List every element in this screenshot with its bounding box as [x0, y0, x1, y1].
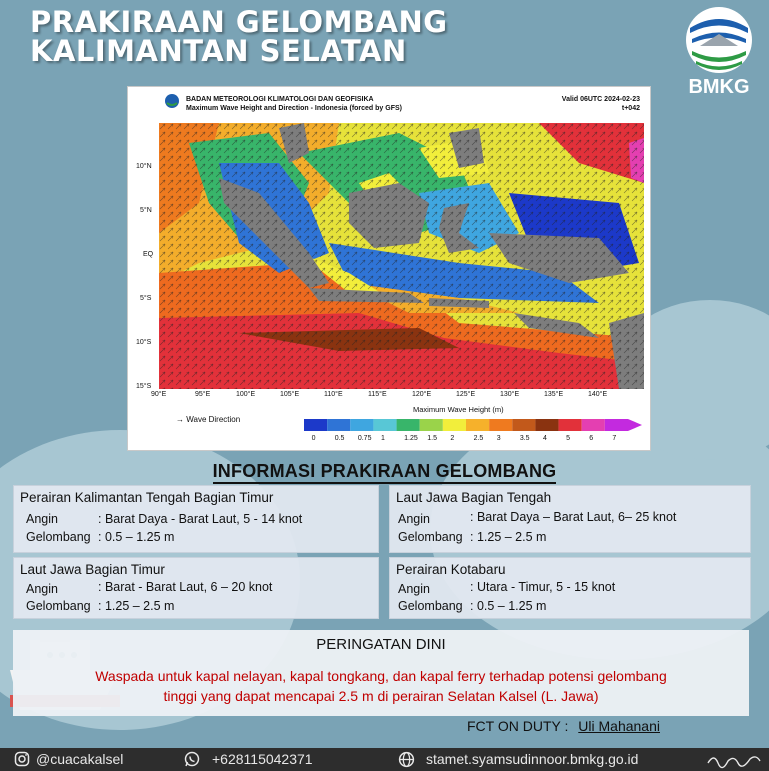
lon-tick: 90°E [151, 391, 167, 398]
colorbar-label: 0.75 [357, 435, 372, 442]
map-valid-time [562, 95, 640, 113]
angin-value: : Barat - Barat Laut, 6 – 20 knot [98, 580, 273, 594]
colorbar-label: 6 [589, 435, 594, 442]
gelombang-label: Gelombang [398, 530, 463, 544]
gelombang-value: : 1.25 – 2.5 m [470, 530, 547, 544]
map-subtitle: Maximum Wave Height and Direction - Indonesia (forced by GFS) [186, 105, 402, 112]
lat-tick: 15°S [136, 383, 152, 390]
wave-direction-legend [176, 415, 240, 424]
map-lead-label: t+042 [621, 105, 640, 112]
colorbar-label: 2 [450, 435, 455, 442]
early-warning-panel [13, 630, 749, 716]
footer-bar [0, 748, 769, 771]
colorbar-segment [420, 419, 443, 431]
lon-tick: 120°E [412, 391, 432, 398]
bmkg-logo-icon [680, 6, 758, 76]
colorbar-segment [559, 419, 582, 431]
colorbar-segment [327, 419, 350, 431]
colorbar-label: 0 [311, 435, 316, 442]
wave-height-map [159, 123, 644, 389]
angin-value: : Barat Daya - Barat Laut, 5 - 14 knot [98, 512, 303, 526]
colorbar-title: Maximum Wave Height (m) [413, 405, 504, 414]
angin-label: Angin [26, 512, 58, 526]
colorbar-segment [304, 419, 327, 431]
whatsapp-number[interactable]: +628115042371 [212, 751, 313, 767]
region-card [389, 557, 751, 619]
gelombang-value: : 0.5 – 1.25 m [470, 599, 547, 613]
colorbar-segment [350, 419, 373, 431]
region-name: Laut Jawa Bagian Tengah [396, 490, 552, 505]
forecaster-on-duty [467, 718, 660, 734]
colorbar-label: 7 [612, 435, 617, 442]
title-line-2: KALIMANTAN SELATAN [30, 34, 407, 68]
region-card [389, 485, 751, 553]
colorbar-label: 5 [566, 435, 571, 442]
region-name: Laut Jawa Bagian Timur [20, 562, 165, 577]
gelombang-label: Gelombang [398, 599, 463, 613]
instagram-handle[interactable]: @cuacakalsel [36, 751, 124, 767]
lat-tick: 10°S [136, 339, 152, 346]
lon-tick: 135°E [544, 391, 564, 398]
lon-tick: 125°E [456, 391, 476, 398]
colorbar-label: 3.5 [519, 435, 530, 442]
fct-label: FCT ON DUTY : [467, 718, 569, 734]
colorbar-extend [628, 419, 642, 431]
lat-tick: 10°N [136, 163, 152, 170]
colorbar-label: 1 [381, 435, 385, 442]
region-name: Perairan Kotabaru [396, 562, 506, 577]
lon-tick: 140°E [588, 391, 608, 398]
colorbar [304, 419, 642, 431]
info-section-title: INFORMASI PRAKIRAAN GELOMBANG [0, 461, 769, 482]
arrow-icon: → [176, 415, 187, 424]
angin-label: Angin [398, 512, 430, 526]
page-title [30, 5, 448, 68]
map-header [186, 95, 402, 113]
colorbar-segment [512, 419, 535, 431]
region-card [13, 557, 379, 619]
lat-tick: 5°N [140, 207, 152, 214]
gelombang-value: : 1.25 – 2.5 m [98, 599, 175, 613]
colorbar-segment [582, 419, 605, 431]
colorbar-label: 3 [496, 435, 501, 442]
early-warning-title: PERINGATAN DINI [316, 636, 446, 653]
colorbar-label: 2.5 [473, 435, 484, 442]
lat-tick: EQ [143, 251, 154, 258]
colorbar-segment [605, 419, 628, 431]
wave-map-panel [127, 86, 651, 451]
title-line-1: PRAKIRAAN GELOMBANG [30, 5, 448, 39]
colorbar-segment [397, 419, 420, 431]
lon-tick: 100°E [236, 391, 256, 398]
early-warning-line-1: Waspada untuk kapal nelayan, kapal tongkang, dan kapal ferry terhadap potensi gelombang [95, 668, 667, 684]
gelombang-label: Gelombang [26, 599, 91, 613]
map-bmkg-icon [164, 93, 180, 109]
region-card [13, 485, 379, 553]
colorbar-label: 1.5 [427, 435, 438, 442]
lon-tick: 105°E [280, 391, 300, 398]
lon-tick: 115°E [368, 391, 387, 398]
colorbar-segment [466, 419, 489, 431]
angin-label: Angin [398, 582, 430, 596]
angin-value: : Utara - Timur, 5 - 15 knot [470, 580, 616, 594]
fct-name: Uli Mahanani [578, 718, 660, 734]
lon-tick: 95°E [195, 391, 211, 398]
colorbar-segment [373, 419, 396, 431]
bmkg-logo-text: BMKG [688, 76, 750, 98]
signature-mark [706, 751, 762, 769]
angin-value: : Barat Daya – Barat Laut, 6– 25 knot [470, 510, 677, 524]
map-agency: BADAN METEOROLOGI KLIMATOLOGI DAN GEOFISIKA [186, 96, 374, 103]
early-warning-line-2: tinggi yang dapat mencapai 2.5 m di perairan Selatan Kalsel (L. Jawa) [163, 688, 599, 704]
colorbar-segment [489, 419, 512, 431]
colorbar-label: 1.25 [404, 435, 418, 442]
map-valid-label: Valid 06UTC 2024-02-23 [561, 96, 640, 103]
wave-direction-label: Wave Direction [186, 415, 241, 424]
gelombang-label: Gelombang [26, 530, 91, 544]
lat-tick: 5°S [140, 295, 152, 302]
region-name: Perairan Kalimantan Tengah Bagian Timur [20, 490, 274, 505]
whatsapp-icon[interactable] [184, 751, 200, 767]
colorbar-label: 4 [543, 435, 547, 442]
lon-tick: 110°E [324, 391, 343, 398]
colorbar-segment [535, 419, 558, 431]
angin-label: Angin [26, 582, 58, 596]
lon-tick: 130°E [500, 391, 520, 398]
colorbar-label: 0.5 [334, 435, 345, 442]
colorbar-segment [443, 419, 466, 431]
instagram-icon[interactable] [14, 751, 30, 767]
globe-icon[interactable] [398, 751, 415, 768]
early-warning-text [13, 666, 749, 706]
website-url[interactable]: stamet.syamsudinnoor.bmkg.go.id [426, 751, 639, 767]
bmkg-logo [680, 6, 758, 102]
gelombang-value: : 0.5 – 1.25 m [98, 530, 175, 544]
